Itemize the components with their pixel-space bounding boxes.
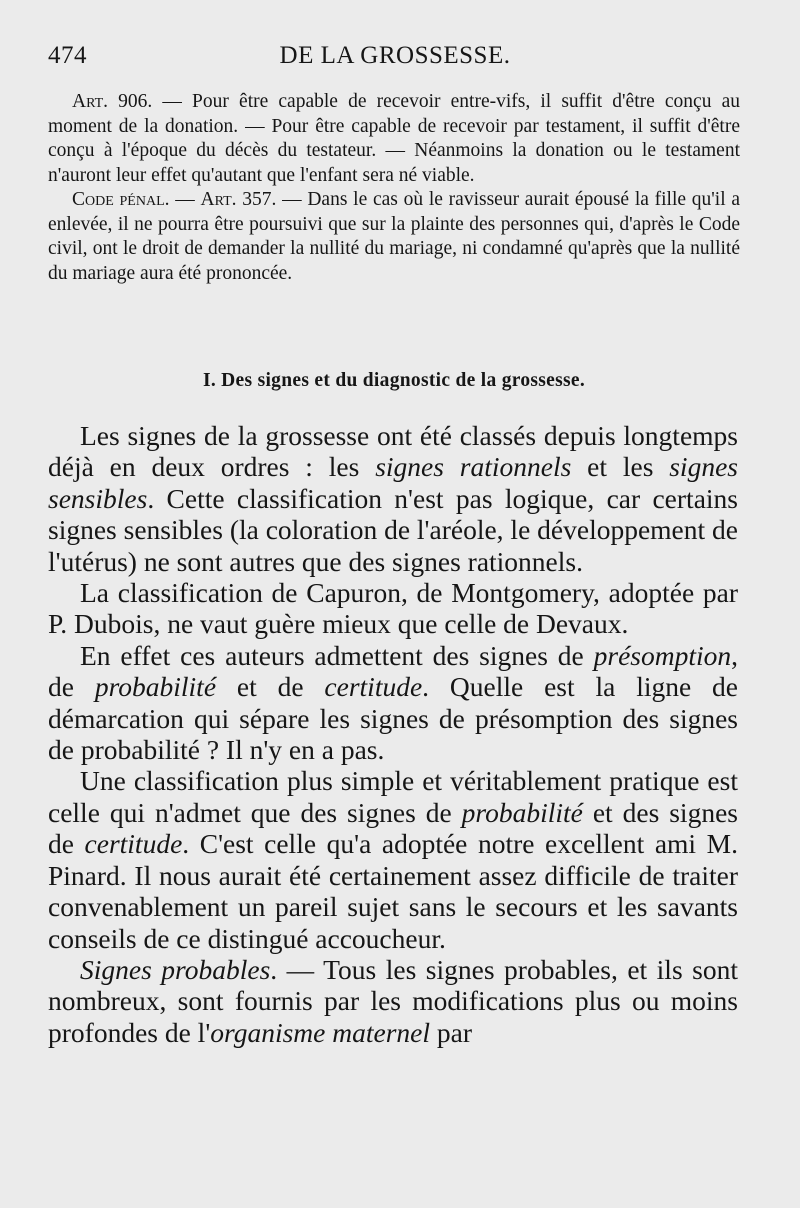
italic-term: probabilité bbox=[461, 796, 583, 828]
page-number: 474 bbox=[48, 42, 87, 69]
italic-term: probabilité bbox=[94, 671, 217, 703]
legal-notes bbox=[48, 90, 740, 286]
paragraph-text: et des signes de bbox=[48, 796, 738, 860]
italic-term: certitude bbox=[324, 671, 423, 703]
paragraph-text: et les bbox=[571, 451, 670, 483]
italic-term: organisme maternel bbox=[210, 1016, 430, 1048]
paragraph-text: En effet ces auteurs admettent des signes de bbox=[80, 639, 594, 671]
paragraph-3 bbox=[48, 640, 738, 766]
article-label: Art. 357. bbox=[200, 189, 277, 210]
paragraph-text: Une classification plus simple et véritablement pratique est celle qui n'admet que des signes de bbox=[48, 765, 738, 828]
code-label: Code pénal. bbox=[72, 189, 170, 210]
paragraph-text: . Quelle est la ligne de démarcation qui sépare les signes de présomption des signes de probabilité ? Il n'y en a pas. bbox=[48, 671, 738, 766]
article-text: — Dans le cas où le ravisseur aurait épousé la fille qu'il a enlevée, il ne pourra être poursuivi que sur la plainte des personnes qui, d'après le Code civil, ont le droit de demander la nullité du mariage, ni condamné qu'après que la nullité du mariage aura été prononcée. bbox=[48, 189, 741, 284]
note-article-357 bbox=[48, 188, 740, 286]
running-title: DE LA GROSSESSE. bbox=[279, 42, 511, 69]
paragraph-2 bbox=[48, 577, 738, 640]
article-text: — Pour être capable de recevoir entre-vifs, il suffit d'être conçu au moment de la donation. — Pour être capable de recevoir par testament, il suffit d'être conçu à l'époque du décès du testateur. — Néanmoins la donation ou le testament n'auront leur effet qu'autant que l'enfant sera né viable. bbox=[48, 91, 740, 186]
italic-term: signes rationnels bbox=[375, 451, 572, 483]
italic-term: présomption bbox=[593, 639, 732, 671]
paragraph-text: Les signes de la grossesse ont été classés depuis longtemps déjà en deux ordres : les bbox=[48, 420, 738, 483]
article-label: Art. 906. bbox=[72, 91, 153, 112]
separator-dash: — bbox=[169, 189, 201, 210]
paragraph-4 bbox=[48, 765, 738, 953]
paragraph-text: . C'est celle qu'a adoptée notre excellent ami M. Pinard. Il nous aurait été certainement assez difficile de traiter convenablement un pareil sujet sans le secours et les savants conseils de ce distingué accoucheur. bbox=[48, 828, 738, 954]
paragraph-text: , de bbox=[48, 639, 738, 703]
paragraph-text: La classification de Capuron, de Montgomery, adoptée par P. Dubois, ne vaut guère mieux que celle de Devaux. bbox=[48, 577, 738, 640]
italic-term: signes sensibles bbox=[48, 451, 738, 514]
paragraph-text: par bbox=[430, 1016, 472, 1048]
note-article-906 bbox=[48, 90, 740, 188]
paragraph-text: . — Tous les signes probables, et ils sont nombreux, sont fournis par les modifications plus ou moins profondes de l' bbox=[48, 953, 738, 1048]
paragraph-text: et de bbox=[216, 671, 325, 703]
body-text bbox=[48, 420, 738, 1048]
italic-run-in-heading: Signes probables bbox=[80, 953, 271, 985]
page-header bbox=[48, 42, 742, 76]
italic-term: certitude bbox=[84, 828, 183, 860]
paragraph-1 bbox=[48, 420, 738, 577]
paragraph-5 bbox=[48, 954, 738, 1048]
paragraph-text: . Cette classification n'est pas logique, car certains signes sensibles (la coloration de l'aréole, le développement de l'utérus) ne sont autres que des signes rationnels. bbox=[48, 482, 738, 577]
section-heading: I. Des signes et du diagnostic de la grossesse. bbox=[202, 370, 586, 391]
